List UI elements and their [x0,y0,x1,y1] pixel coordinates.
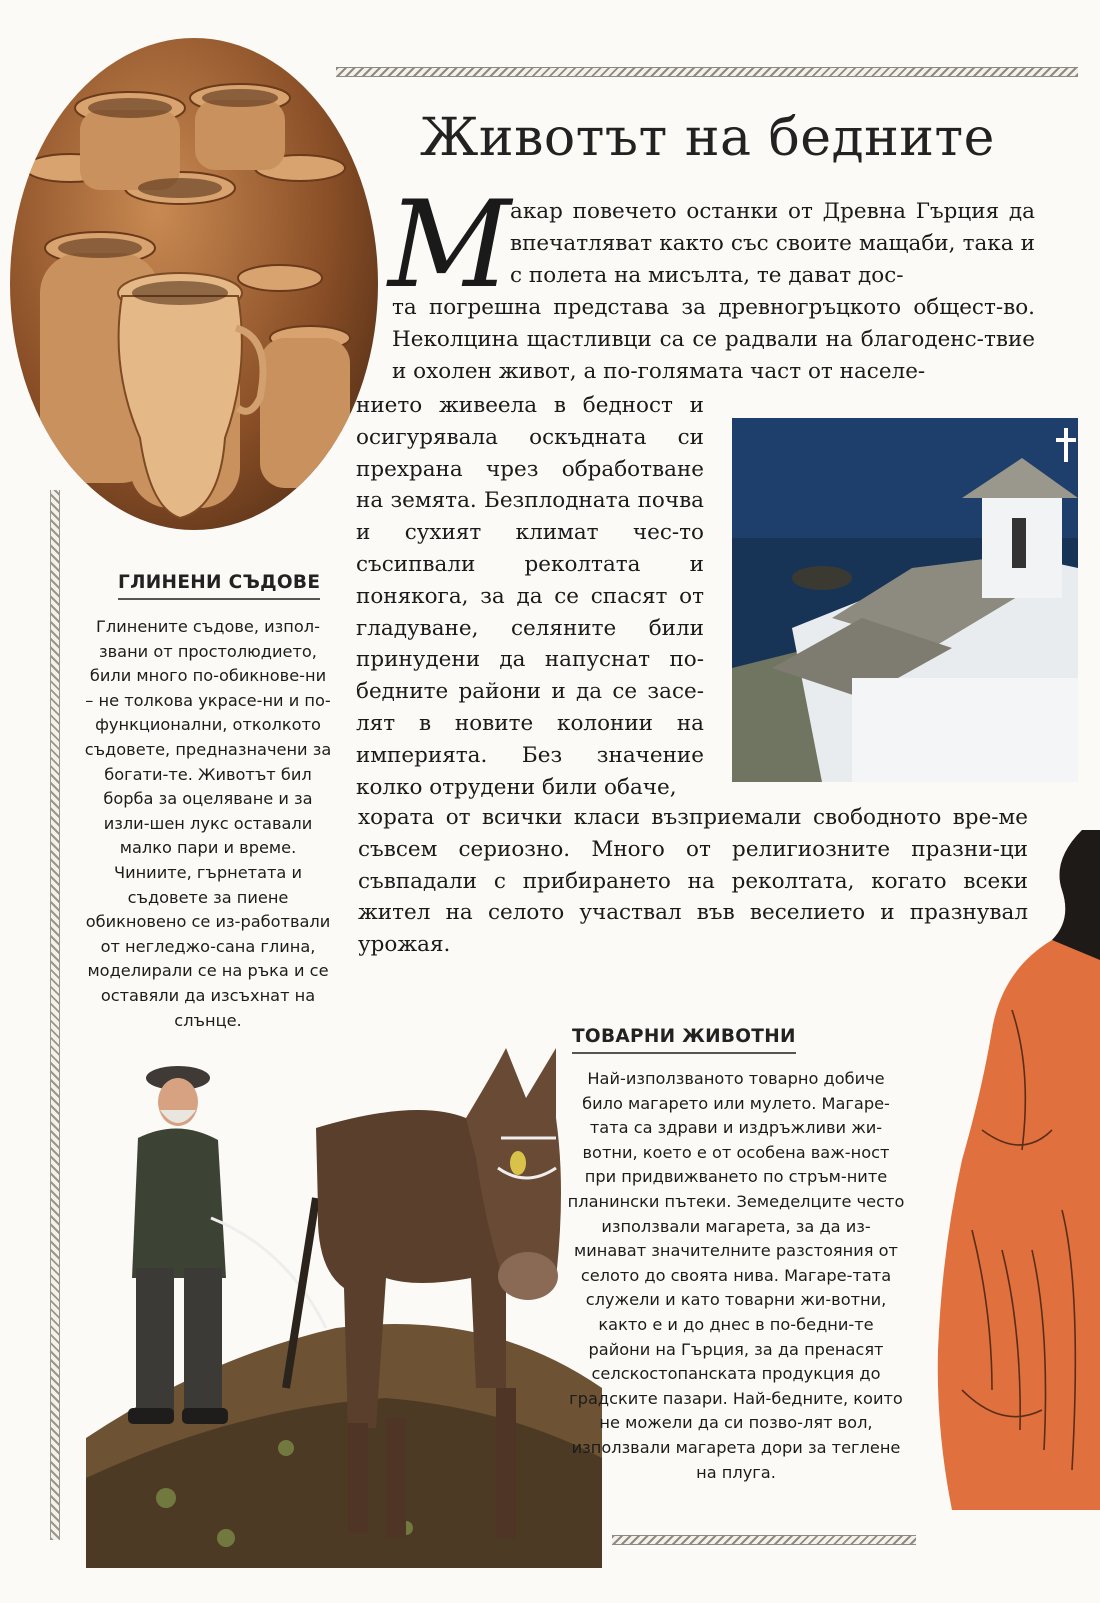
sidebar-clay-text: Глинените съдове, изпол-звани от простолюдието, били много по-обикнове-ни – не толкова украсе-ни и по-функционални, отколкото съдовете, предназначени за богати-те. Животът бил борба за оцеляване и за изли-шен лукс оставали малко пари и време. Чиниите, гърнетата и съдовете за пиене обикновено се из-работвали от негледжо-сана глина, моделирали се на ръка и се оставяли да изсъхнат на слънце. [84,617,332,1030]
bottom-rope-border [612,1535,916,1545]
article-intro: акар повечето останки от Древна Гърция да впечатляват както със своите мащаби, така и с полета на мисълта, те дават дос- [510,199,1035,288]
farmer-mule-photo [86,1028,602,1568]
sidebar-animals-heading: ТОВАРНИ ЖИВОТНИ [572,1026,796,1054]
page-title: Животът на бедните [420,108,995,168]
terracotta-figure-illustration [932,830,1100,1510]
left-rope-border [50,490,60,1540]
church-sea-photo [732,418,1078,782]
article-middle: нието живеела в бедност и осигурявала оскъдната си прехрана чрез обработване на земята. Безплодната почва и сухият климат чес-то съсипвали реколтата и понякога, за да се спасят от гладуване, селяните били принудени да напуснат по-бедните райони и да се засе-лят в новите колонии на империята. Без значение колко отрудени били обаче, [356,393,704,800]
top-rope-border [336,67,1078,77]
article-intro-continued: та погрешна представа за древногръцкото общест-во. Неколцина щастливци са се радвали на благоденс-твие и охолен живот, а по-голямата част от населе- [392,295,1035,384]
drop-cap: М [388,176,511,315]
sidebar-clay-heading: ГЛИНЕНИ СЪДОВЕ [118,572,320,600]
article-conclusion: хората от всички класи възприемали свободното вре-ме съвсем сериозно. Много от религиозните празни-ци съвпадали с прибирането на реколтата, когато всеки жител на селото участвал във веселието и празнувал урожая. [358,805,1028,958]
sidebar-animals-text: Най-използваното товарно добиче било магарето или мулето. Магаре-тата са здрави и издръжливи жи-вотни, което е от особена важ-ност при придвижването по стръм-ните планински пътеки. Земеделците често използвали магарета, за да из-минават значителните разстояния от селото до своята нива. Магаре-тата служели и като товарни жи-вотни, както е и до днес в по-бедни-те райони на Гърция, за да пренасят селскостопанската продукция до градските пазари. Най-бедните, които не можели да си позво-лят вол, използвали магарета дори за теглене на плуга. [567,1069,905,1482]
pottery-photo [10,38,378,530]
